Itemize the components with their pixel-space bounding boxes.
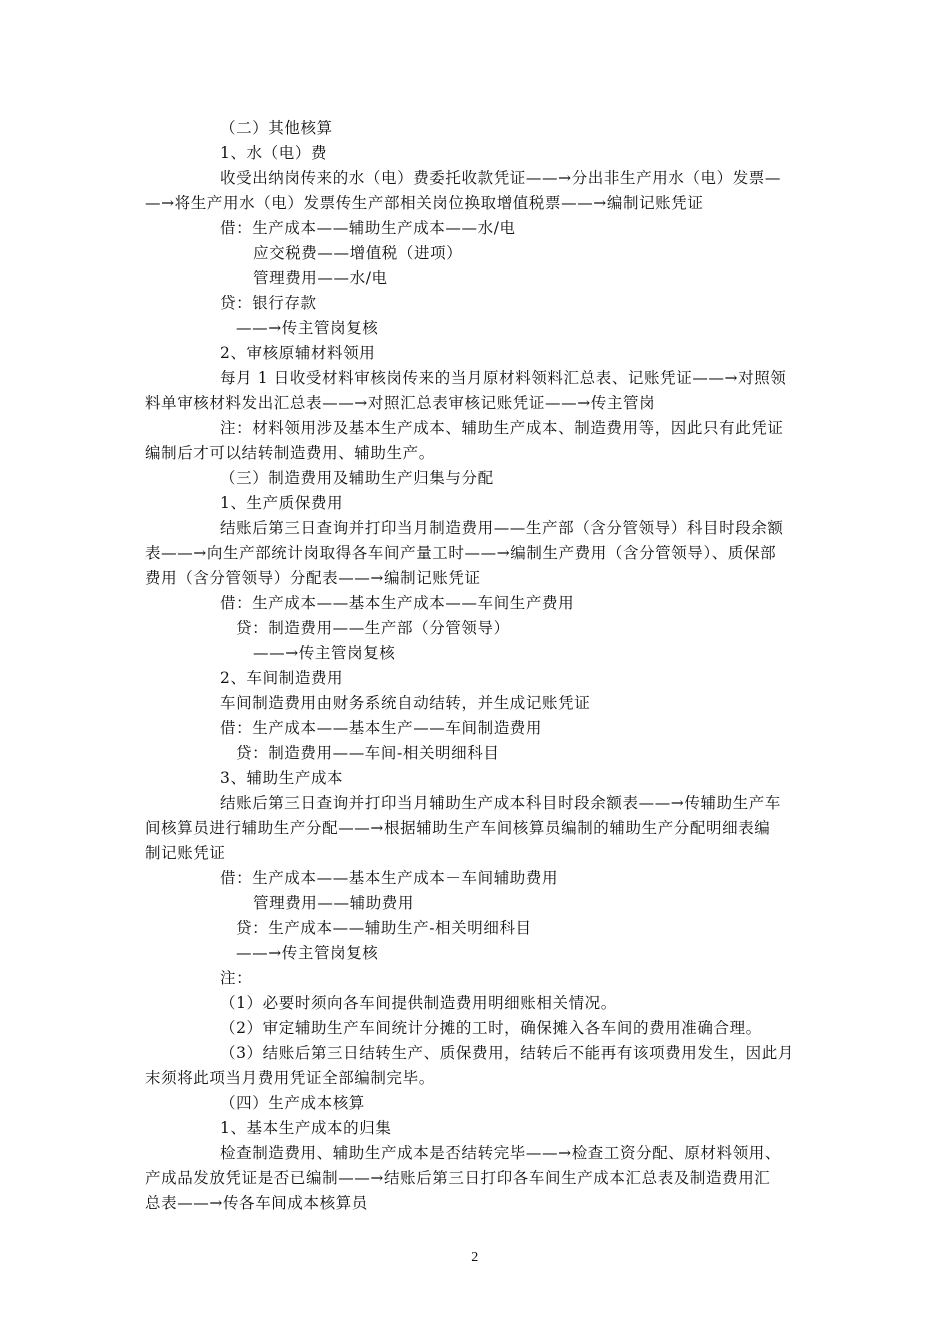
note-item: （2）审定辅助生产车间统计分摊的工时，确保摊入各车间的费用准确合理。 — [220, 1019, 762, 1037]
entry-debit: 借：生产成本——基本生产成本－车间辅助费用 — [220, 869, 559, 887]
paragraph-line: 产成品发放凭证是否已编制——→结账后第三日打印各车间生产成本汇总表及制造费用汇 — [145, 1169, 771, 1187]
section-heading: （二）其他核算 — [220, 119, 333, 137]
subsection-heading: 1、生产质保费用 — [220, 494, 344, 512]
note-item: （1）必要时须向各车间提供制造费用明细账相关情况。 — [220, 994, 617, 1012]
paragraph-line: 结账后第三日查询并打印当月辅助生产成本科目时段余额表——→传辅助生产车 — [220, 794, 781, 812]
section-heading: （三）制造费用及辅助生产归集与分配 — [220, 469, 494, 487]
entry-credit: 贷：银行存款 — [220, 294, 317, 312]
note-item: （3）结账后第三日结转生产、质保费用，结转后不能再有该项费用发生，因此月 — [220, 1044, 794, 1062]
paragraph-line: 表——→向生产部统计岗取得各车间产量工时——→编制生产费用（含分管领导）、质保部 — [145, 544, 777, 562]
note-item: 末须将此项当月费用凭证全部编制完毕。 — [145, 1069, 435, 1087]
subsection-heading: 2、审核原辅材料领用 — [220, 344, 376, 362]
paragraph-line: —→将生产用水（电）发票传生产部相关岗位换取增值税票——→编制记账凭证 — [145, 194, 704, 212]
flow-step: ——→传主管岗复核 — [236, 944, 379, 962]
paragraph-line: 费用（含分管领导）分配表——→编制记账凭证 — [145, 569, 481, 587]
subsection-heading: 3、辅助生产成本 — [220, 769, 344, 787]
paragraph-line: 料单审核材料发出汇总表——→对照汇总表审核记账凭证——→传主管岗 — [145, 394, 656, 412]
page-number: 2 — [471, 1250, 479, 1265]
entry-debit: 借：生产成本——基本生产成本——车间生产费用 — [220, 594, 575, 612]
paragraph-line: 收受出纳岗传来的水（电）费委托收款凭证——→分出非生产用水（电）发票— — [220, 169, 781, 187]
entry-debit: 借：生产成本——基本生产——车间制造费用 — [220, 719, 543, 737]
note-heading: 注： — [220, 969, 253, 987]
paragraph-line: 间核算员进行辅助生产分配——→根据辅助生产车间核算员编制的辅助生产分配明细表编 — [145, 819, 771, 837]
entry-credit: 贷：生产成本——辅助生产-相关明细科目 — [236, 919, 532, 937]
entry-debit-item: 应交税费——增值税（进项） — [253, 244, 463, 262]
paragraph-line: 制记账凭证 — [145, 844, 226, 862]
flow-step: ——→传主管岗复核 — [236, 319, 379, 337]
subsection-heading: 1、水（电）费 — [220, 144, 328, 162]
entry-debit-item: 管理费用——辅助费用 — [253, 894, 415, 912]
entry-debit: 借：生产成本——辅助生产成本——水/电 — [220, 219, 516, 237]
paragraph-line: 总表——→传各车间成本核算员 — [145, 1194, 368, 1212]
paragraph-line: 每月 1 日收受材料审核岗传来的当月原材料领料汇总表、记账凭证——→对照领 — [220, 369, 787, 387]
entry-credit: 贷：制造费用——车间-相关明细科目 — [236, 744, 500, 762]
paragraph-line: 检查制造费用、辅助生产成本是否结转完毕——→检查工资分配、原材料领用、 — [220, 1144, 781, 1162]
entry-credit: 贷：制造费用——生产部（分管领导） — [236, 619, 510, 637]
subsection-heading: 2、车间制造费用 — [220, 669, 344, 687]
subsection-heading: 1、基本生产成本的归集 — [220, 1119, 392, 1137]
flow-step: ——→传主管岗复核 — [253, 644, 396, 662]
entry-debit-item: 管理费用——水/电 — [253, 269, 388, 287]
note-line: 注：材料领用涉及基本生产成本、辅助生产成本、制造费用等，因此只有此凭证 — [220, 419, 784, 437]
paragraph-line: 结账后第三日查询并打印当月制造费用——生产部（含分管领导）科目时段余额 — [220, 519, 784, 537]
section-heading: （四）生产成本核算 — [220, 1094, 365, 1112]
paragraph-line: 车间制造费用由财务系统自动结转，并生成记账凭证 — [220, 694, 591, 712]
note-line: 编制后才可以结转制造费用、辅助生产。 — [145, 444, 435, 462]
